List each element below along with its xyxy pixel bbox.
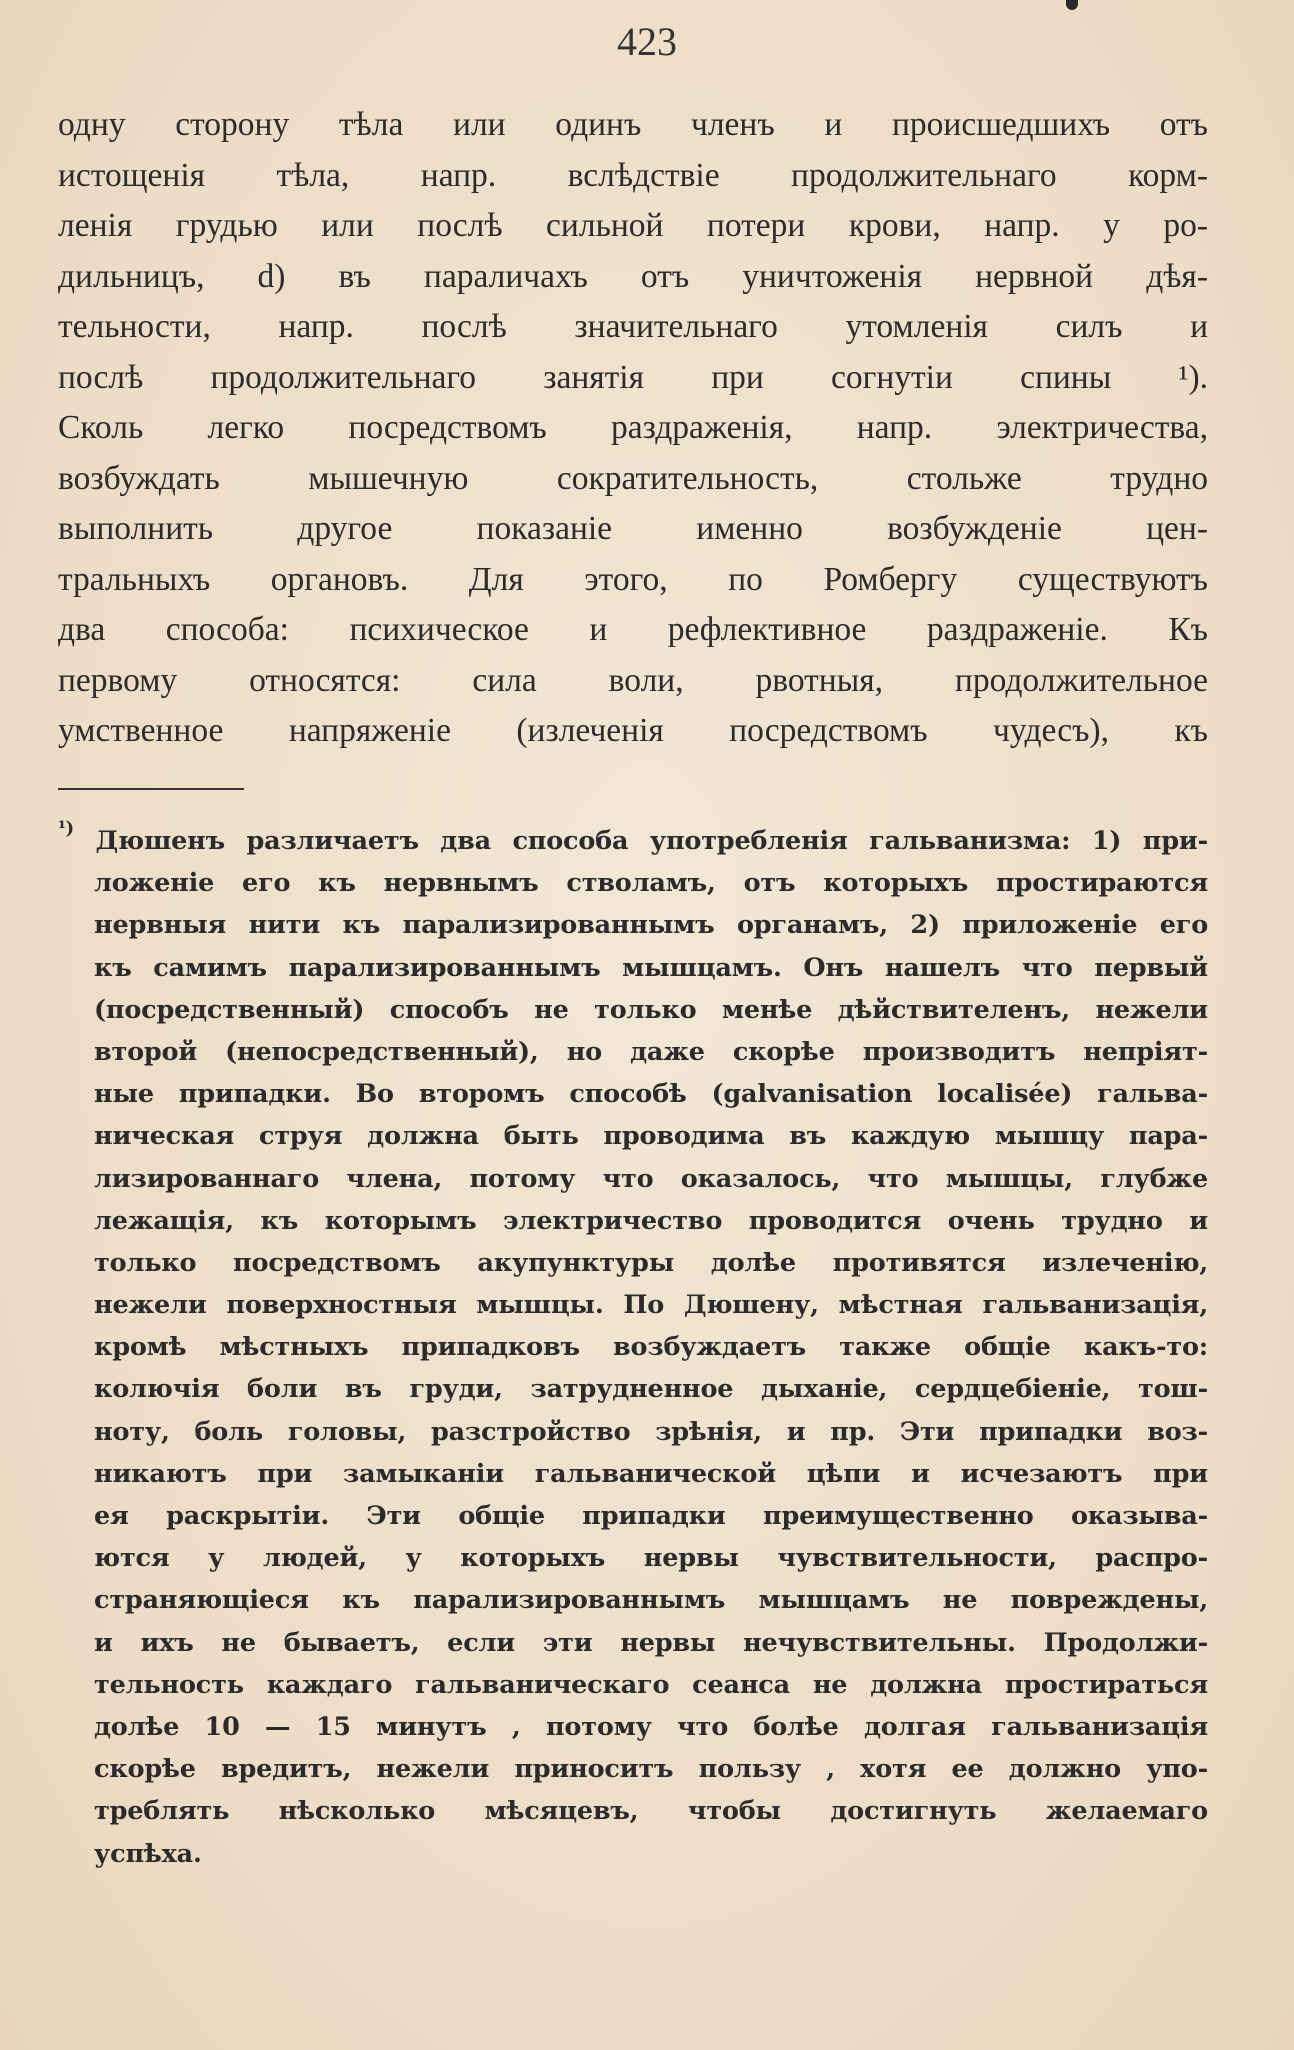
- footnote-line: только посредствомъ акупунктуры долѣе противятся излеченію,: [94, 1247, 1208, 1278]
- footnote-marker: ¹): [58, 818, 75, 839]
- body-line: Сколь легко посредствомъ раздраженія, напр. электричества,: [58, 409, 1208, 446]
- ink-blot: [1066, 0, 1078, 10]
- footnote-line: и ихъ не бываетъ, если эти нервы нечувствительны. Продолжи-: [94, 1627, 1208, 1658]
- footnote-line: къ самимъ парализированнымъ мышцамъ. Онъ нашелъ что первый: [94, 952, 1208, 983]
- footnote-line: колючія боли въ груди, затрудненное дыханіе, сердцебіеніе, тош-: [94, 1374, 1208, 1405]
- footnote-line: ея раскрытіи. Эти общіе припадки преимущественно оказыва-: [94, 1501, 1208, 1531]
- main-body-text: [58, 100, 1208, 757]
- footnote-line: нервныя нити къ парализированнымъ органамъ, 2) приложеніе его: [94, 910, 1208, 941]
- footnote-line: скорѣе вредитъ, нежели приноситъ пользу , хотя ее должно упо-: [94, 1754, 1208, 1785]
- footnote-line: лизированнаго члена, потому что оказалось, что мышцы, глубже: [94, 1163, 1208, 1194]
- footnote-line: ные припадки. Во второмъ способѣ (galvanisation localisée) гальва-: [94, 1079, 1208, 1110]
- footnote-line: кромѣ мѣстныхъ припадковъ возбуждаетъ также общіе какъ-то:: [94, 1332, 1208, 1363]
- footnote-line: успѣха.: [94, 1838, 202, 1869]
- footnote-line: страняющіеся къ парализированнымъ мышцамъ не повреждены,: [94, 1585, 1208, 1616]
- body-line: ленія грудью или послѣ сильной потери крови, напр. у ро-: [58, 207, 1208, 244]
- body-line: тральныхъ органовъ. Для этого, по Ромбергу существуютъ: [58, 560, 1208, 598]
- page-number: 423: [617, 19, 677, 64]
- footnote-line: ническая струя должна быть проводима въ каждую мышцу пара-: [94, 1121, 1208, 1152]
- body-line: выполнить другое показаніе именно возбужденіе цен-: [58, 510, 1208, 547]
- footnote-line: никаютъ при замыканіи гальванической цѣпи и исчезаютъ при: [94, 1458, 1208, 1489]
- body-line: послѣ продолжительнаго занятія при согнутіи спины ¹).: [58, 358, 1208, 396]
- footnote-line: ложеніе его къ нервнымъ стволамъ, отъ которыхъ простираются: [94, 868, 1208, 899]
- footnote-line: второй (непосредственный), но даже скорѣе производитъ непріят-: [94, 1036, 1208, 1067]
- footnote-line: [58, 820, 1208, 862]
- body-line: два способа: психическое и рефлективное раздраженіе. Къ: [58, 611, 1208, 648]
- body-line: истощенія тѣла, напр. вслѣдствіе продолжительнаго корм-: [58, 156, 1208, 194]
- footnote-line: тельность каждаго гальваническаго сеанса не должна простираться: [94, 1669, 1208, 1700]
- body-line: возбуждать мышечную сократительность, стольже трудно: [58, 459, 1208, 497]
- body-line: умственное напряженіе (излеченія посредствомъ чудесъ), къ: [58, 712, 1208, 749]
- footnote-line: ются у людей, у которыхъ нервы чувствительности, распро-: [94, 1543, 1208, 1574]
- body-line: одну сторону тѣла или одинъ членъ и происшедшихъ отъ: [58, 106, 1208, 143]
- footnote-block: [58, 820, 1208, 1875]
- footnote-line-text: Дюшенъ различаетъ два способа употребленія гальванизма: 1) при-: [95, 826, 1208, 856]
- body-line: дильницъ, d) въ параличахъ отъ уничтоженія нервной дѣя-: [58, 257, 1208, 295]
- footnote-separator: [58, 788, 244, 790]
- footnote-line: нежели поверхностныя мышцы. По Дюшену, мѣстная гальванизація,: [94, 1290, 1208, 1321]
- body-line: тельности, напр. послѣ значительнаго утомленія силъ и: [58, 308, 1208, 345]
- footnote-line: долѣе 10 — 15 минутъ , потому что болѣе долгая гальванизація: [94, 1711, 1208, 1742]
- footnote-line: ноту, боль головы, разстройство зрѣнія, и пр. Эти припадки воз-: [94, 1416, 1208, 1447]
- footnote-line: (посредственный) способъ не только менѣе дѣйствителенъ, нежели: [94, 994, 1208, 1025]
- footnote-line: треблять нѣсколько мѣсяцевъ, чтобы достигнуть желаемаго: [94, 1796, 1208, 1827]
- body-line: первому относятся: сила воли, рвотныя, продолжительное: [58, 661, 1208, 699]
- footnote-line: лежащія, къ которымъ электричество проводится очень трудно и: [94, 1205, 1208, 1236]
